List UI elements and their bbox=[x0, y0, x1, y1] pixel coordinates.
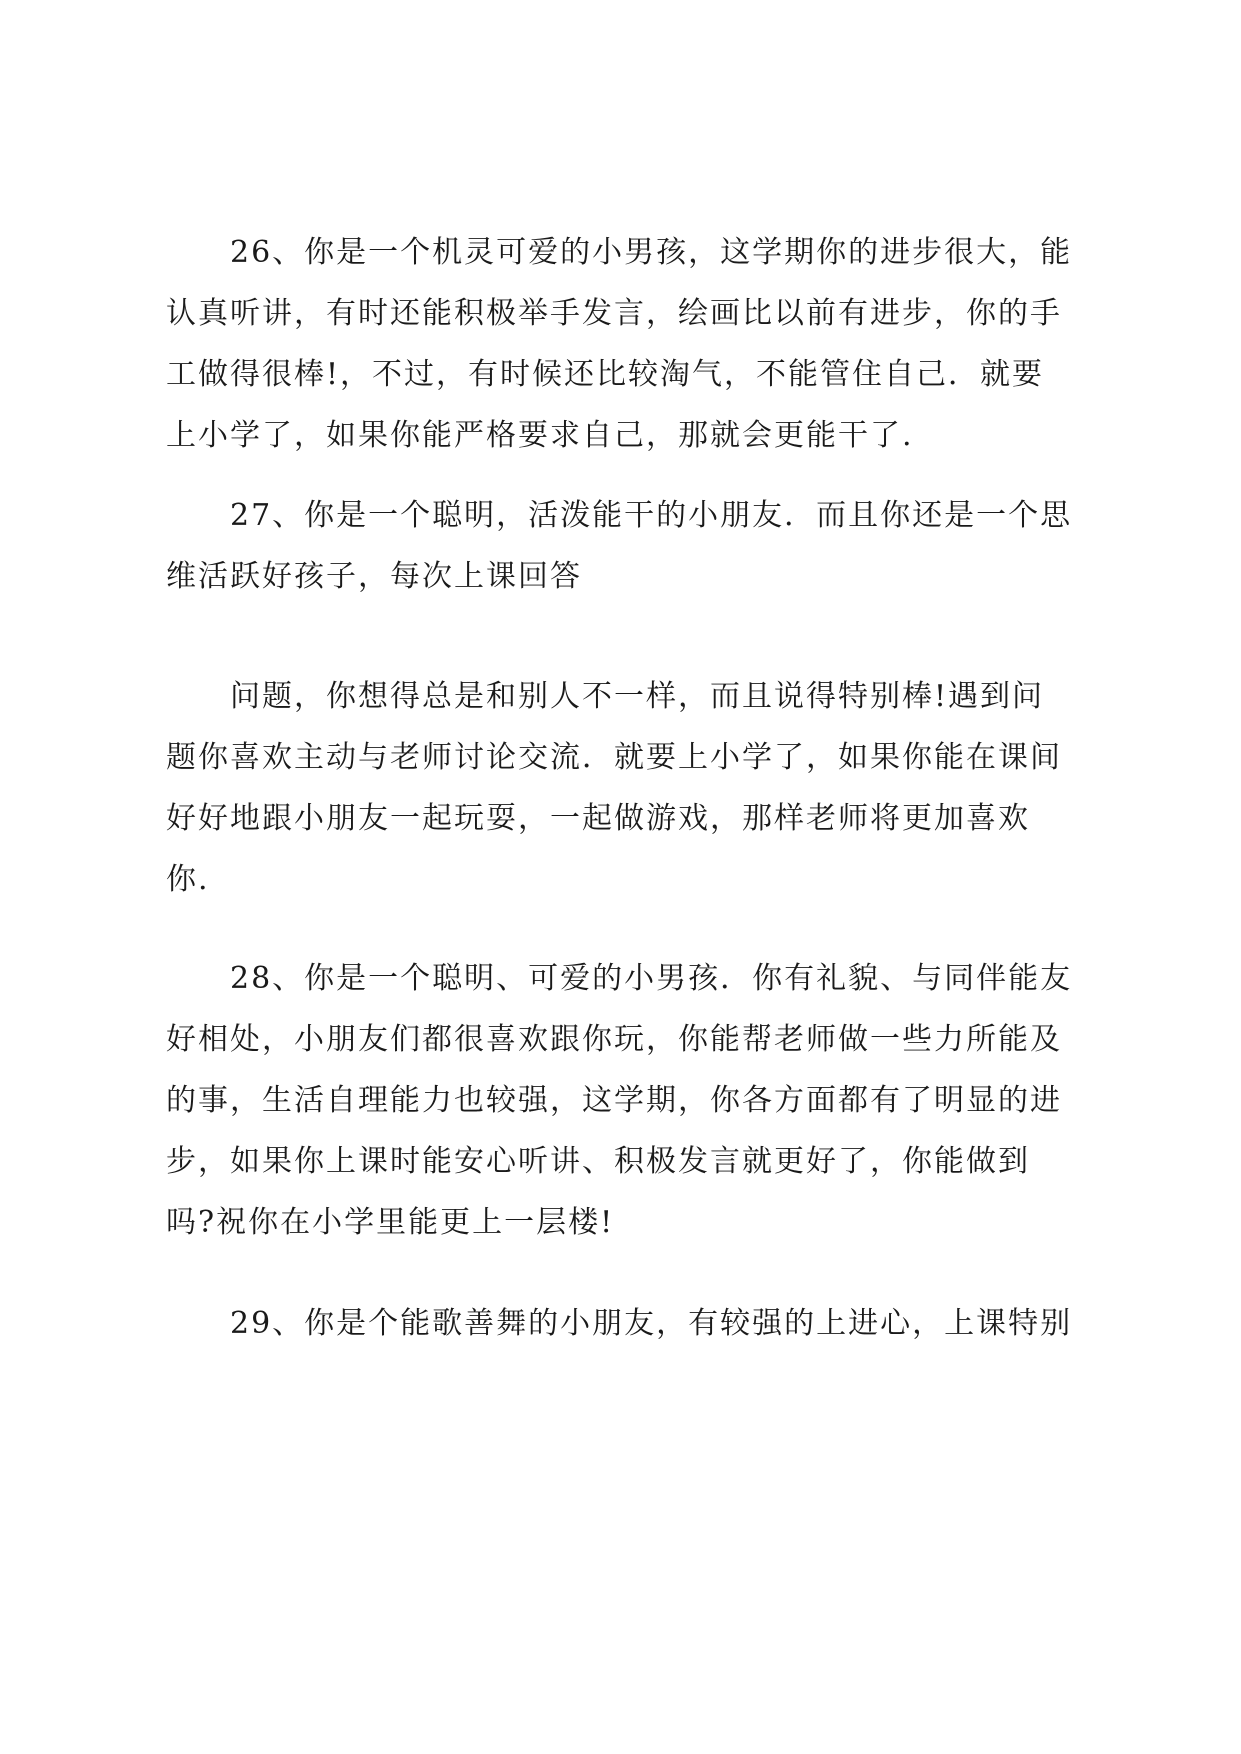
paragraph-28 bbox=[166, 948, 1116, 1253]
text-line: 你. bbox=[166, 862, 210, 897]
paragraph-26 bbox=[166, 222, 1116, 466]
text-line: 26、你是一个机灵可爱的小男孩，这学期你的进步很大，能 bbox=[230, 235, 1073, 270]
text-line: 认真听讲，有时还能积极举手发言，绘画比以前有进步，你的手 bbox=[166, 296, 1062, 331]
text-line: 29、你是个能歌善舞的小朋友，有较强的上进心，上课特别 bbox=[230, 1306, 1073, 1341]
text-line: 工做得很棒!，不过，有时候还比较淘气，不能管住自己．就要 bbox=[166, 357, 1045, 392]
text-line: 维活跃好孩子，每次上课回答 bbox=[166, 559, 582, 594]
text-line: 好相处，小朋友们都很喜欢跟你玩，你能帮老师做一些力所能及 bbox=[166, 1022, 1062, 1057]
paragraph-27 bbox=[166, 485, 1116, 607]
text-line: 好好地跟小朋友一起玩耍，一起做游戏，那样老师将更加喜欢 bbox=[166, 801, 1030, 836]
paragraph-27-continued bbox=[166, 666, 1116, 910]
paragraph-29 bbox=[166, 1293, 1116, 1354]
text-line: 吗?祝你在小学里能更上一层楼! bbox=[166, 1205, 615, 1240]
text-line: 27、你是一个聪明，活泼能干的小朋友．而且你还是一个思 bbox=[230, 498, 1073, 533]
text-line: 题你喜欢主动与老师讨论交流．就要上小学了，如果你能在课间 bbox=[166, 740, 1062, 775]
text-line: 28、你是一个聪明、可爱的小男孩．你有礼貌、与同伴能友 bbox=[230, 961, 1073, 996]
text-line: 问题，你想得总是和别人不一样，而且说得特别棒!遇到问 bbox=[230, 679, 1045, 714]
text-line: 上小学了，如果你能严格要求自己，那就会更能干了. bbox=[166, 418, 914, 453]
text-line: 步，如果你上课时能安心听讲、积极发言就更好了，你能做到 bbox=[166, 1144, 1030, 1179]
text-line: 的事，生活自理能力也较强，这学期，你各方面都有了明显的进 bbox=[166, 1083, 1062, 1118]
